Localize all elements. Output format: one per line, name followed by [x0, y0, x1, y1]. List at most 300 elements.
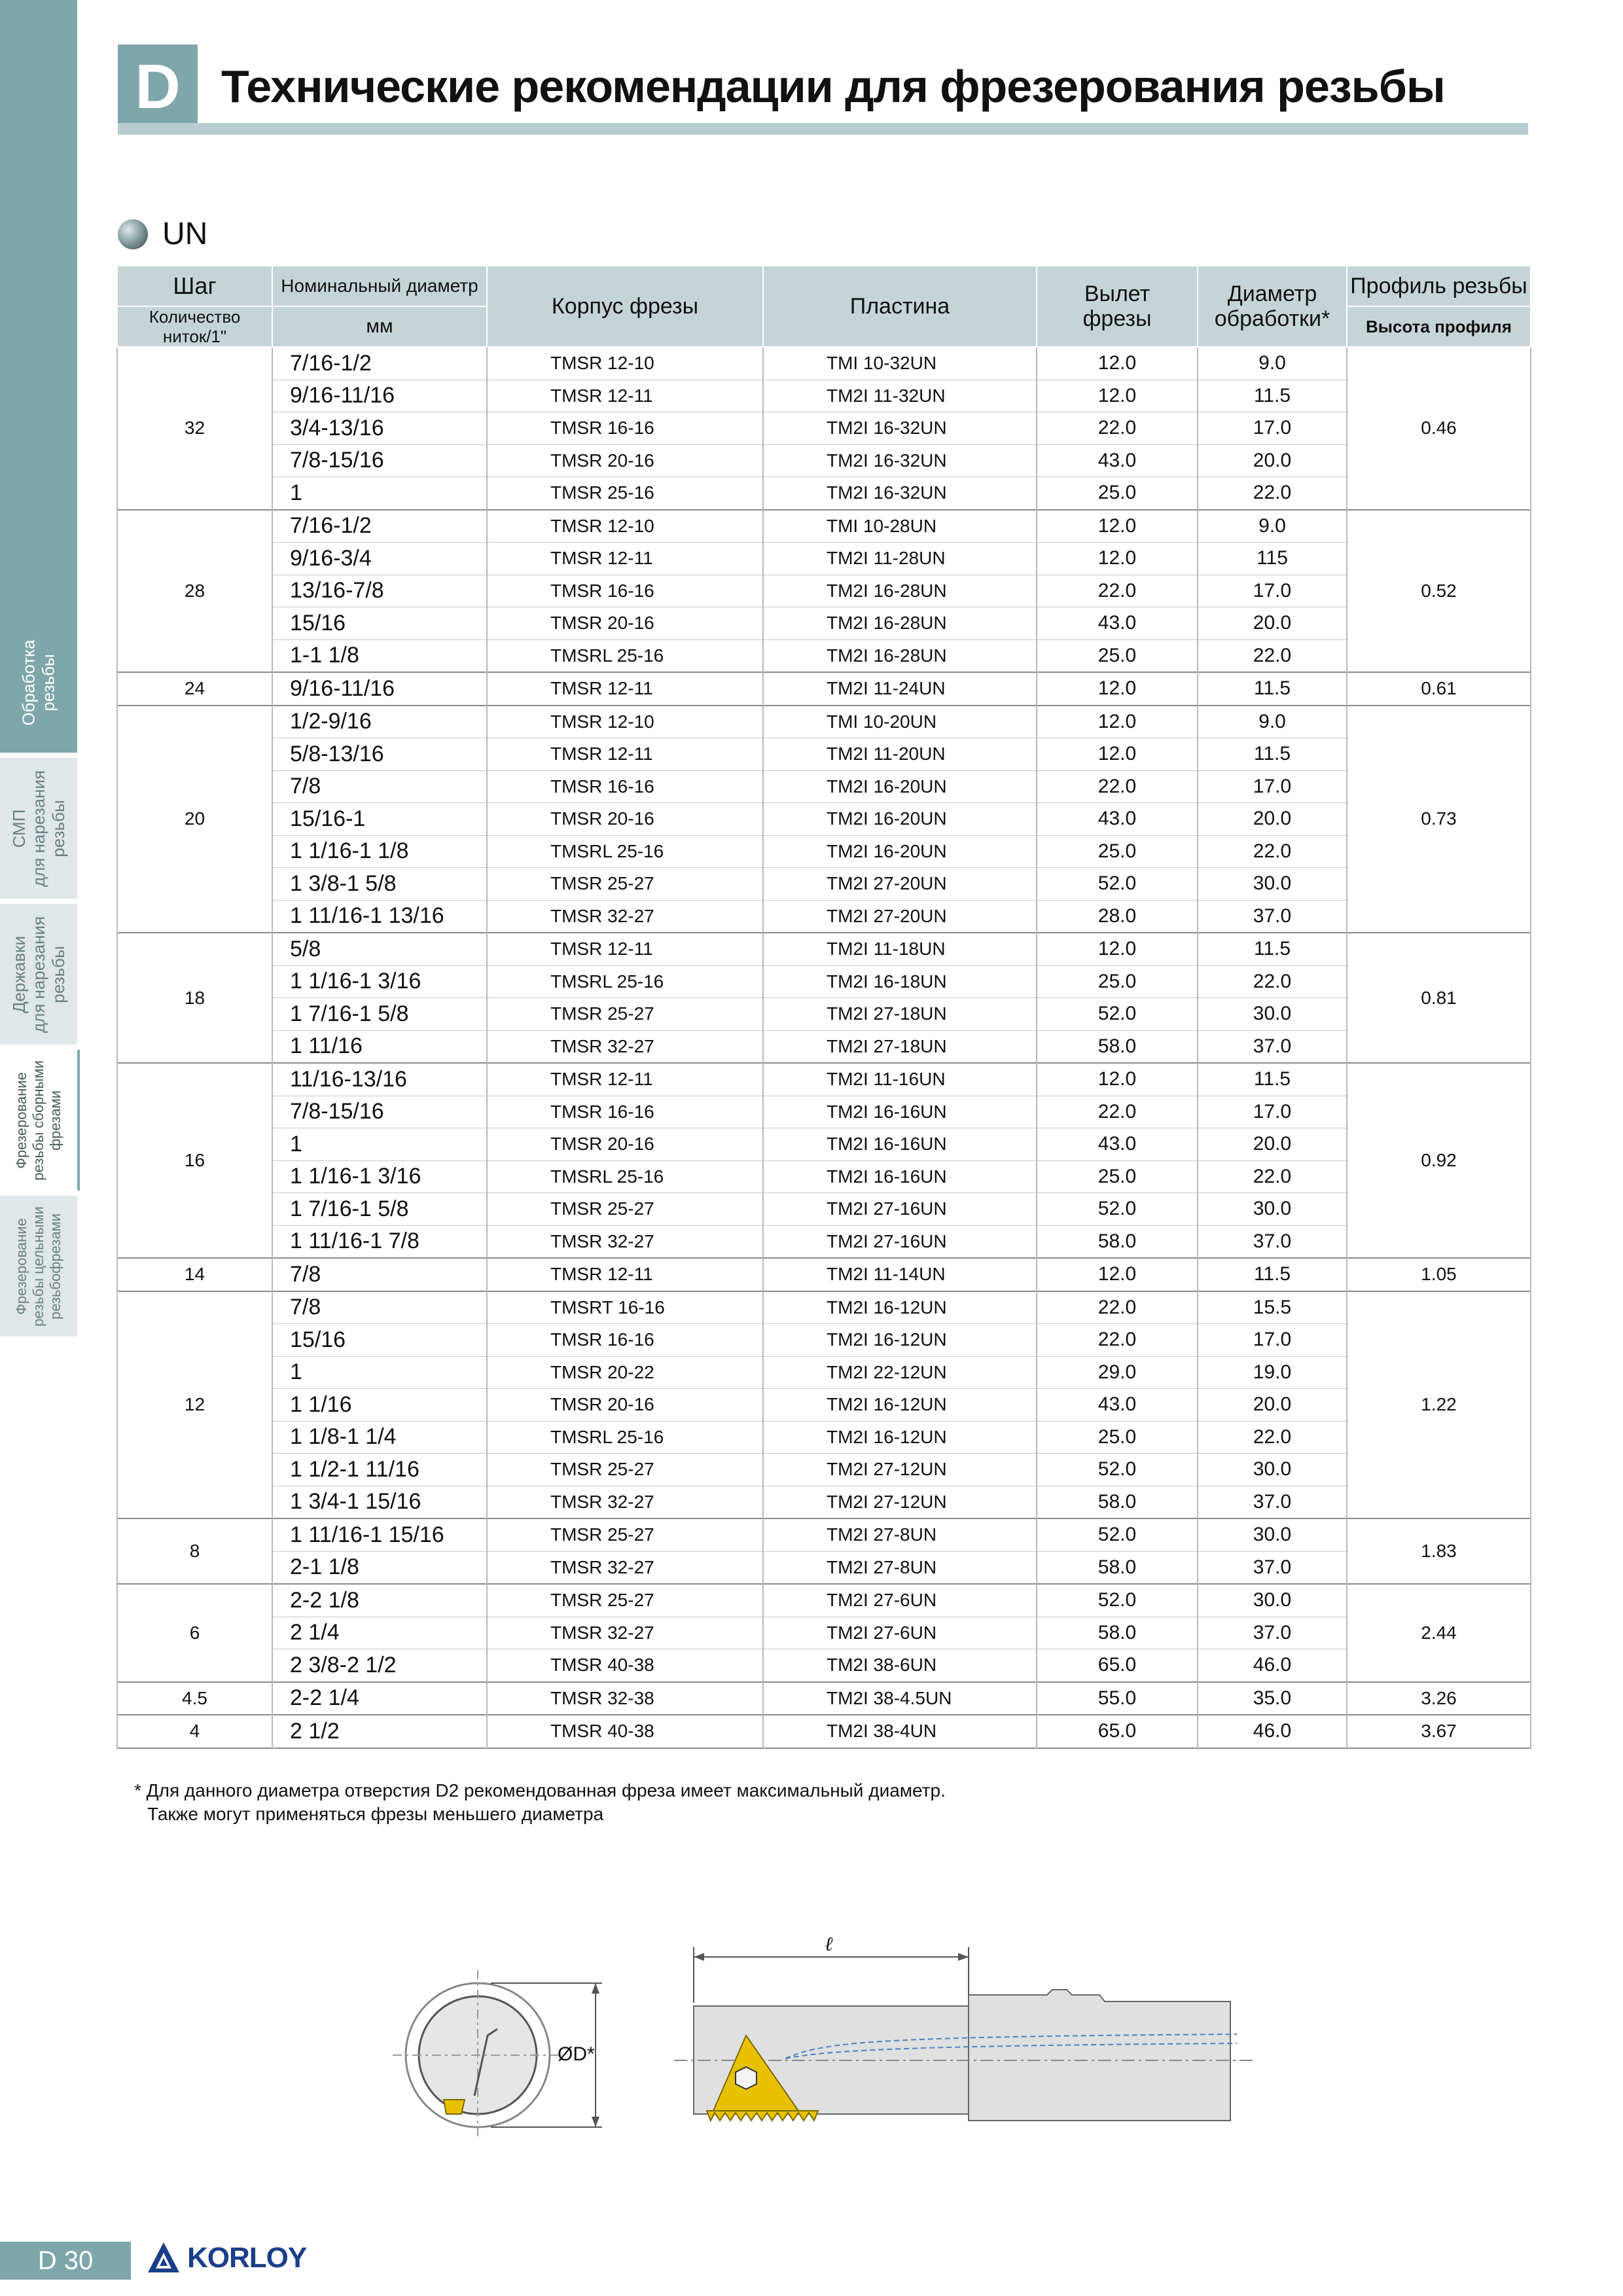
table-row	[117, 1518, 1531, 1551]
nominal-diameter-cell: 1 7/16-1 5/8	[272, 998, 487, 1031]
cutter-body-cell: TMSR 25-27	[487, 1518, 763, 1551]
nominal-diameter-cell: 1 11/16-1 7/8	[272, 1225, 487, 1258]
table-row	[117, 933, 1531, 965]
tpi-cell: 6	[117, 1584, 272, 1682]
tpi-cell: 20	[117, 706, 272, 933]
machining-diameter-cell: 19.0	[1198, 1356, 1347, 1389]
nominal-diameter-cell: 1 1/2-1 11/16	[272, 1454, 487, 1486]
machining-diameter-cell: 20.0	[1198, 803, 1347, 836]
machining-diameter-cell: 17.0	[1198, 575, 1347, 607]
overhang-cell: 12.0	[1037, 347, 1198, 380]
cutter-body-cell: TMSR 12-11	[487, 738, 763, 771]
profile-height-cell: 3.67	[1347, 1715, 1531, 1748]
machining-diameter-cell: 9.0	[1198, 347, 1347, 380]
insert-cell: TM2I 16-32UN	[763, 477, 1037, 510]
header-rule	[118, 123, 1528, 135]
table-row	[117, 380, 1531, 412]
insert-cell: TM2I 16-28UN	[763, 575, 1037, 607]
table-row	[117, 1193, 1531, 1226]
table-row	[117, 770, 1531, 803]
machining-diameter-cell: 11.5	[1198, 380, 1347, 412]
section-letter-badge: D	[118, 45, 198, 130]
table-row	[117, 1486, 1531, 1518]
overhang-cell: 58.0	[1037, 1486, 1198, 1518]
tpi-cell: 8	[117, 1518, 272, 1584]
machining-diameter-cell: 37.0	[1198, 900, 1347, 933]
insert-cell: TM2I 16-16UN	[763, 1096, 1037, 1128]
insert-cell: TM2I 27-8UN	[763, 1518, 1037, 1551]
header-machining-diameter: Диаметр обработки*	[1198, 266, 1347, 347]
cutter-body-cell: TMSR 25-16	[487, 477, 763, 510]
profile-height-cell: 0.61	[1347, 672, 1531, 706]
tpi-cell: 4	[117, 1715, 272, 1748]
overhang-cell: 22.0	[1037, 770, 1198, 803]
length-label: ℓ	[825, 1933, 833, 1956]
overhang-cell: 43.0	[1037, 444, 1198, 477]
machining-diameter-cell: 22.0	[1198, 1160, 1347, 1193]
header-nominal-diameter: Номинальный диаметр	[272, 266, 487, 306]
table-row	[117, 1617, 1531, 1649]
tpi-cell: 28	[117, 510, 272, 673]
tpi-cell: 4.5	[117, 1682, 272, 1715]
overhang-cell: 12.0	[1037, 933, 1198, 965]
sidebar-tab-threading-inserts[interactable]	[0, 758, 77, 899]
table-row	[117, 510, 1531, 543]
table-row	[117, 803, 1531, 836]
machining-diameter-cell: 17.0	[1198, 412, 1347, 445]
cutter-body-cell: TMSRL 25-16	[487, 835, 763, 868]
nominal-diameter-cell: 1/2-9/16	[272, 706, 487, 738]
overhang-cell: 65.0	[1037, 1715, 1198, 1748]
machining-diameter-cell: 115	[1198, 543, 1347, 575]
machining-diameter-cell: 37.0	[1198, 1030, 1347, 1063]
cutter-body-cell: TMSR 25-27	[487, 868, 763, 901]
profile-height-cell: 1.83	[1347, 1518, 1531, 1584]
nominal-diameter-cell: 5/8	[272, 933, 487, 965]
brand-logo	[145, 2240, 306, 2276]
diameter-label: ØD*	[558, 2043, 595, 2065]
table-row	[117, 1421, 1531, 1454]
cutter-body-cell: TMSR 25-27	[487, 998, 763, 1031]
cutter-body-cell: TMSR 40-38	[487, 1715, 763, 1748]
table-row	[117, 1682, 1531, 1715]
overhang-cell: 25.0	[1037, 965, 1198, 998]
overhang-cell: 29.0	[1037, 1356, 1198, 1389]
table-row	[117, 639, 1531, 672]
overhang-cell: 12.0	[1037, 1063, 1198, 1096]
korloy-logo-icon	[145, 2240, 182, 2276]
overhang-cell: 12.0	[1037, 510, 1198, 543]
cutter-body-cell: TMSR 16-16	[487, 1324, 763, 1357]
overhang-cell: 43.0	[1037, 1389, 1198, 1422]
table-row	[117, 1324, 1531, 1357]
machining-diameter-cell: 30.0	[1198, 868, 1347, 901]
machining-diameter-cell: 20.0	[1198, 1389, 1347, 1422]
nominal-diameter-cell: 7/16-1/2	[272, 347, 487, 380]
machining-diameter-cell: 11.5	[1198, 1063, 1347, 1096]
cutter-body-cell: TMSR 16-16	[487, 770, 763, 803]
insert-cell: TM2I 11-28UN	[763, 543, 1037, 575]
overhang-cell: 52.0	[1037, 1584, 1198, 1617]
profile-height-cell: 0.81	[1347, 933, 1531, 1063]
insert-cell: TM2I 16-18UN	[763, 965, 1037, 998]
profile-height-cell: 0.92	[1347, 1063, 1531, 1258]
insert-cell: TM2I 16-12UN	[763, 1291, 1037, 1324]
tpi-cell: 14	[117, 1258, 272, 1291]
table-row	[117, 477, 1531, 510]
insert-cell: TM2I 27-8UN	[763, 1551, 1037, 1584]
insert-cell: TM2I 16-16UN	[763, 1128, 1037, 1161]
machining-diameter-cell: 11.5	[1198, 672, 1347, 706]
nominal-diameter-cell: 5/8-13/16	[272, 738, 487, 771]
table-row	[117, 1356, 1531, 1389]
cutter-body-cell: TMSR 20-16	[487, 1389, 763, 1422]
nominal-diameter-cell: 7/8	[272, 1291, 487, 1324]
header-tpi: Количество ниток/1"	[117, 306, 272, 347]
overhang-cell: 65.0	[1037, 1649, 1198, 1682]
tpi-cell: 12	[117, 1291, 272, 1519]
insert-cell: TMI 10-28UN	[763, 510, 1037, 543]
overhang-cell: 52.0	[1037, 1193, 1198, 1226]
cutter-body-cell: TMSR 12-11	[487, 543, 763, 575]
table-row	[117, 672, 1531, 706]
cutter-body-cell: TMSRT 16-16	[487, 1291, 763, 1324]
table-row	[117, 1551, 1531, 1584]
nominal-diameter-cell: 1 1/16-1 3/16	[272, 1160, 487, 1193]
insert-cell: TMI 10-32UN	[763, 347, 1037, 380]
profile-height-cell: 0.52	[1347, 510, 1531, 673]
table-row	[117, 1258, 1531, 1291]
thread-milling-table	[116, 265, 1531, 1749]
cutter-body-cell: TMSR 16-16	[487, 412, 763, 445]
insert-cell: TM2I 16-12UN	[763, 1421, 1037, 1454]
machining-diameter-cell: 30.0	[1198, 1584, 1347, 1617]
nominal-diameter-cell: 7/8	[272, 1258, 487, 1291]
overhang-cell: 58.0	[1037, 1617, 1198, 1649]
header-overhang: Вылет фрезы	[1037, 266, 1198, 347]
bullet-icon	[118, 219, 148, 249]
table-row	[117, 1715, 1531, 1748]
table-row	[117, 1291, 1531, 1324]
insert-cell: TM2I 38-4.5UN	[763, 1682, 1037, 1715]
table-row	[117, 543, 1531, 575]
sidebar-tab-label: Державки для нарезания резьбы	[9, 916, 68, 1033]
profile-height-cell: 3.26	[1347, 1682, 1531, 1715]
nominal-diameter-cell: 1 11/16	[272, 1030, 487, 1063]
insert-cell: TM2I 16-32UN	[763, 412, 1037, 445]
cutter-body-cell: TMSR 32-27	[487, 1225, 763, 1258]
profile-height-cell: 1.22	[1347, 1291, 1531, 1519]
nominal-diameter-cell: 1 3/8-1 5/8	[272, 868, 487, 901]
footnote	[134, 1779, 946, 1826]
nominal-diameter-cell: 2-2 1/4	[272, 1682, 487, 1715]
insert-cell: TM2I 16-20UN	[763, 803, 1037, 836]
machining-diameter-cell: 22.0	[1198, 477, 1347, 510]
overhang-cell: 25.0	[1037, 835, 1198, 868]
overhang-cell: 12.0	[1037, 380, 1198, 412]
overhang-cell: 55.0	[1037, 1682, 1198, 1715]
insert-cell: TM2I 27-6UN	[763, 1617, 1037, 1649]
machining-diameter-cell: 37.0	[1198, 1225, 1347, 1258]
table-row	[117, 1128, 1531, 1161]
insert-cell: TM2I 27-18UN	[763, 1030, 1037, 1063]
cutter-body-cell: TMSR 12-11	[487, 380, 763, 412]
profile-height-cell: 1.05	[1347, 1258, 1531, 1291]
machining-diameter-cell: 30.0	[1198, 1518, 1347, 1551]
insert-cell: TM2I 16-20UN	[763, 770, 1037, 803]
sidebar-tab-label: СМП для нарезания резьбы	[9, 770, 68, 887]
nominal-diameter-cell: 2 1/2	[272, 1715, 487, 1748]
nominal-diameter-cell: 1	[272, 1356, 487, 1389]
cutter-body-cell: TMSRL 25-16	[487, 1421, 763, 1454]
overhang-cell: 25.0	[1037, 639, 1198, 672]
machining-diameter-cell: 30.0	[1198, 1454, 1347, 1486]
nominal-diameter-cell: 1 1/16	[272, 1389, 487, 1422]
nominal-diameter-cell: 2-1 1/8	[272, 1551, 487, 1584]
insert-cell: TM2I 11-18UN	[763, 933, 1037, 965]
overhang-cell: 22.0	[1037, 575, 1198, 607]
cutter-body-cell: TMSR 32-27	[487, 1486, 763, 1518]
nominal-diameter-cell: 2 1/4	[272, 1617, 487, 1649]
cutter-body-cell: TMSR 20-16	[487, 607, 763, 640]
table-row	[117, 1096, 1531, 1128]
section-label: UN	[162, 217, 208, 251]
machining-diameter-cell: 30.0	[1198, 998, 1347, 1031]
cutter-body-cell: TMSR 12-11	[487, 933, 763, 965]
cross-section-view	[393, 1970, 602, 2140]
cutter-body-cell: TMSR 32-27	[487, 1551, 763, 1584]
nominal-diameter-cell: 1 11/16-1 13/16	[272, 900, 487, 933]
sidebar-accent-bar	[0, 0, 77, 612]
cutter-body-cell: TMSR 16-16	[487, 1096, 763, 1128]
header-pitch: Шаг	[117, 266, 272, 306]
machining-diameter-cell: 46.0	[1198, 1649, 1347, 1682]
table-row	[117, 1063, 1531, 1096]
machining-diameter-cell: 37.0	[1198, 1617, 1347, 1649]
nominal-diameter-cell: 9/16-11/16	[272, 672, 487, 706]
table-row	[117, 706, 1531, 738]
table-row	[117, 444, 1531, 477]
machining-diameter-cell: 11.5	[1198, 738, 1347, 771]
sidebar-tab-indexable-thread-milling[interactable]	[0, 1050, 80, 1191]
tpi-cell: 16	[117, 1063, 272, 1258]
sidebar-tab-solid-thread-milling[interactable]	[0, 1196, 77, 1336]
page-title: Технические рекомендации для фрезерования резьбы	[221, 61, 1445, 112]
sidebar-tab-thread-machining[interactable]	[0, 612, 77, 753]
cutter-body-cell: TMSR 12-11	[487, 672, 763, 706]
overhang-cell: 52.0	[1037, 868, 1198, 901]
nominal-diameter-cell: 1 3/4-1 15/16	[272, 1486, 487, 1518]
machining-diameter-cell: 11.5	[1198, 1258, 1347, 1291]
table-row	[117, 868, 1531, 901]
insert-cell: TM2I 11-24UN	[763, 672, 1037, 706]
overhang-cell: 12.0	[1037, 738, 1198, 771]
table-row	[117, 347, 1531, 380]
insert-cell: TM2I 16-28UN	[763, 607, 1037, 640]
sidebar-tab-label: Фрезерование резьбы сборными фрезами	[13, 1060, 64, 1181]
cutter-body-cell: TMSR 12-10	[487, 510, 763, 543]
nominal-diameter-cell: 1 7/16-1 5/8	[272, 1193, 487, 1226]
overhang-cell: 25.0	[1037, 1160, 1198, 1193]
table-row	[117, 1584, 1531, 1617]
insert-cell: TM2I 27-12UN	[763, 1486, 1037, 1518]
machining-diameter-cell: 17.0	[1198, 770, 1347, 803]
footnote-line-2: Также могут применяться фрезы меньшего диаметра	[147, 1804, 604, 1824]
nominal-diameter-cell: 15/16-1	[272, 803, 487, 836]
machining-diameter-cell: 17.0	[1198, 1096, 1347, 1128]
insert-cell: TM2I 11-16UN	[763, 1063, 1037, 1096]
table-row	[117, 575, 1531, 607]
table-row	[117, 1225, 1531, 1258]
insert-cell: TM2I 38-6UN	[763, 1649, 1037, 1682]
cutter-body-cell: TMSR 12-10	[487, 706, 763, 738]
overhang-cell: 52.0	[1037, 1518, 1198, 1551]
footnote-line-1: * Для данного диаметра отверстия D2 рекомендованная фреза имеет максимальный диаметр.	[134, 1780, 946, 1801]
section-heading	[118, 216, 207, 252]
overhang-cell: 25.0	[1037, 1421, 1198, 1454]
cutter-drawing	[366, 1924, 1283, 2199]
table-row	[117, 1454, 1531, 1486]
cutter-body-cell: TMSR 20-16	[487, 803, 763, 836]
overhang-cell: 22.0	[1037, 1324, 1198, 1357]
machining-diameter-cell: 15.5	[1198, 1291, 1347, 1324]
overhang-cell: 22.0	[1037, 412, 1198, 445]
table-row	[117, 1160, 1531, 1193]
machining-diameter-cell: 20.0	[1198, 1128, 1347, 1161]
cutter-body-cell: TMSRL 25-16	[487, 1160, 763, 1193]
insert-cell: TM2I 11-32UN	[763, 380, 1037, 412]
header-thread-profile: Профиль резьбы	[1347, 266, 1531, 306]
machining-diameter-cell: 30.0	[1198, 1193, 1347, 1226]
overhang-cell: 58.0	[1037, 1225, 1198, 1258]
overhang-cell: 43.0	[1037, 1128, 1198, 1161]
table-row	[117, 1649, 1531, 1682]
insert-cell: TM2I 27-18UN	[763, 998, 1037, 1031]
insert-cell: TM2I 16-12UN	[763, 1324, 1037, 1357]
insert-cell: TM2I 16-16UN	[763, 1160, 1037, 1193]
insert-cell: TM2I 16-32UN	[763, 444, 1037, 477]
cutter-body-cell: TMSR 20-22	[487, 1356, 763, 1389]
table-row	[117, 998, 1531, 1031]
insert-cell: TM2I 27-12UN	[763, 1454, 1037, 1486]
nominal-diameter-cell: 9/16-3/4	[272, 543, 487, 575]
overhang-cell: 58.0	[1037, 1030, 1198, 1063]
nominal-diameter-cell: 15/16	[272, 607, 487, 640]
tpi-cell: 24	[117, 672, 272, 706]
overhang-cell: 22.0	[1037, 1291, 1198, 1324]
insert-cell: TM2I 27-16UN	[763, 1193, 1037, 1226]
overhang-cell: 28.0	[1037, 900, 1198, 933]
table-row	[117, 965, 1531, 998]
table-row	[117, 738, 1531, 771]
nominal-diameter-cell: 7/8	[272, 770, 487, 803]
table-row	[117, 900, 1531, 933]
nominal-diameter-cell: 11/16-13/16	[272, 1063, 487, 1096]
insert-cell: TM2I 27-16UN	[763, 1225, 1037, 1258]
nominal-diameter-cell: 9/16-11/16	[272, 380, 487, 412]
sidebar	[0, 0, 77, 2296]
machining-diameter-cell: 22.0	[1198, 1421, 1347, 1454]
header-cutter-body: Корпус фрезы	[487, 266, 763, 347]
nominal-diameter-cell: 1 1/8-1 1/4	[272, 1421, 487, 1454]
cutter-body-cell: TMSR 32-38	[487, 1682, 763, 1715]
insert-cell: TM2I 27-6UN	[763, 1584, 1037, 1617]
nominal-diameter-cell: 2 3/8-2 1/2	[272, 1649, 487, 1682]
cutter-body-cell: TMSR 12-10	[487, 347, 763, 380]
brand-name: KORLOY	[187, 2242, 307, 2274]
tpi-cell: 32	[117, 347, 272, 510]
nominal-diameter-cell: 1-1 1/8	[272, 639, 487, 672]
insert-cell: TM2I 11-20UN	[763, 738, 1037, 771]
cutter-body-cell: TMSR 32-27	[487, 1617, 763, 1649]
profile-height-cell: 2.44	[1347, 1584, 1531, 1682]
overhang-cell: 43.0	[1037, 607, 1198, 640]
overhang-cell: 22.0	[1037, 1096, 1198, 1128]
insert-cell: TM2I 16-20UN	[763, 835, 1037, 868]
overhang-cell: 52.0	[1037, 998, 1198, 1031]
cutter-body-cell: TMSR 20-16	[487, 1128, 763, 1161]
tpi-cell: 18	[117, 933, 272, 1063]
machining-diameter-cell: 37.0	[1198, 1486, 1347, 1518]
nominal-diameter-cell: 2-2 1/8	[272, 1584, 487, 1617]
nominal-diameter-cell: 1	[272, 477, 487, 510]
cutter-body-cell: TMSRL 25-16	[487, 639, 763, 672]
cutter-body-cell: TMSR 40-38	[487, 1649, 763, 1682]
nominal-diameter-cell: 7/8-15/16	[272, 1096, 487, 1128]
cutter-body-cell: TMSR 25-27	[487, 1584, 763, 1617]
nominal-diameter-cell: 1	[272, 1128, 487, 1161]
sidebar-tab-label: Обработка резьбы	[19, 639, 59, 726]
machining-diameter-cell: 9.0	[1198, 510, 1347, 543]
cutter-body-cell: TMSR 25-27	[487, 1454, 763, 1486]
table-row	[117, 1389, 1531, 1422]
table-row	[117, 607, 1531, 640]
table-row	[117, 1030, 1531, 1063]
side-view	[674, 1933, 1257, 2121]
profile-height-cell: 0.46	[1347, 347, 1531, 510]
machining-diameter-cell: 17.0	[1198, 1324, 1347, 1357]
cutter-body-cell: TMSR 20-16	[487, 444, 763, 477]
overhang-cell: 12.0	[1037, 706, 1198, 738]
insert-cell: TM2I 27-20UN	[763, 900, 1037, 933]
insert-cell: TM2I 11-14UN	[763, 1258, 1037, 1291]
page-number: D 30	[0, 2242, 131, 2280]
header-profile-height: Высота профиля	[1347, 306, 1531, 347]
sidebar-tab-threading-holders[interactable]	[0, 904, 77, 1045]
sidebar-tab-label: Фрезерование резьбы цельными резьбофрезами	[13, 1206, 64, 1327]
header-insert: Пластина	[763, 266, 1037, 347]
insert-cell: TM2I 38-4UN	[763, 1715, 1037, 1748]
cutter-body-cell: TMSR 25-27	[487, 1193, 763, 1226]
overhang-cell: 12.0	[1037, 1258, 1198, 1291]
nominal-diameter-cell: 15/16	[272, 1324, 487, 1357]
nominal-diameter-cell: 1 11/16-1 15/16	[272, 1518, 487, 1551]
cutter-body-cell: TMSRL 25-16	[487, 965, 763, 998]
machining-diameter-cell: 22.0	[1198, 965, 1347, 998]
nominal-diameter-cell: 13/16-7/8	[272, 575, 487, 607]
cutter-body-cell: TMSR 32-27	[487, 900, 763, 933]
machining-diameter-cell: 37.0	[1198, 1551, 1347, 1584]
insert-cell: TMI 10-20UN	[763, 706, 1037, 738]
cutter-body-cell: TMSR 12-11	[487, 1063, 763, 1096]
table-row	[117, 835, 1531, 868]
nominal-diameter-cell: 7/8-15/16	[272, 444, 487, 477]
cutter-body-cell: TMSR 16-16	[487, 575, 763, 607]
machining-diameter-cell: 20.0	[1198, 607, 1347, 640]
table-body	[117, 347, 1531, 1748]
machining-diameter-cell: 9.0	[1198, 706, 1347, 738]
machining-diameter-cell: 22.0	[1198, 835, 1347, 868]
